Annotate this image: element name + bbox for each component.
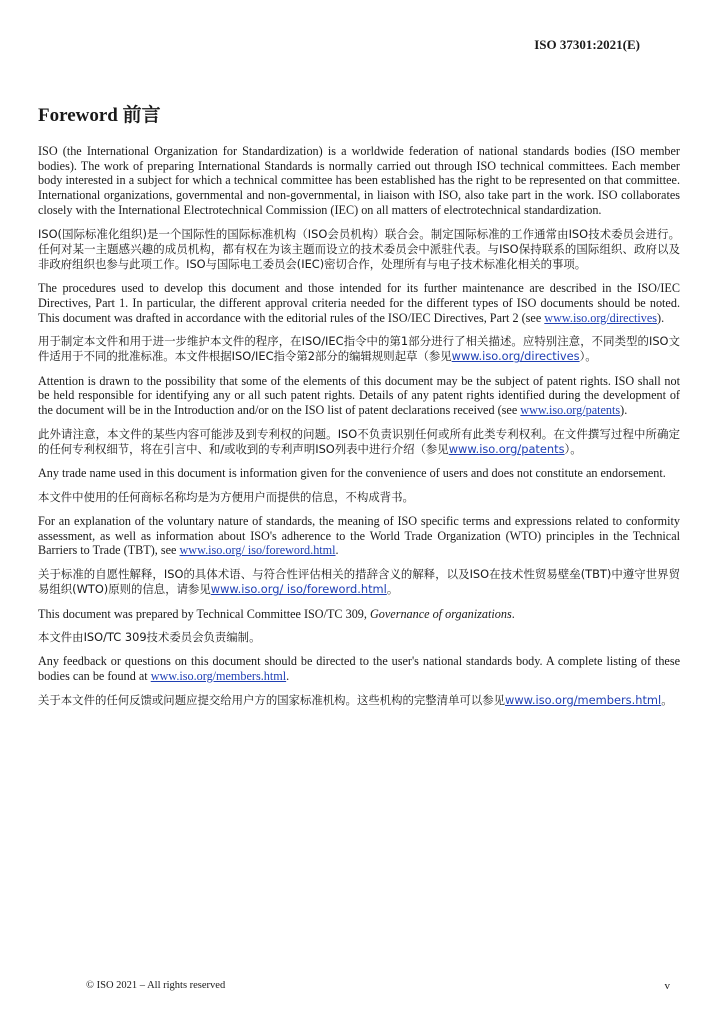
- committee-title: Governance of organizations: [369, 606, 512, 621]
- paragraph-patents-en: [38, 374, 680, 418]
- directives-link[interactable]: www.iso.org/directives: [451, 349, 580, 364]
- foreword-link[interactable]: www.iso.org/ iso/foreword.html: [210, 582, 387, 597]
- paragraph-text-end: .: [286, 669, 290, 684]
- paragraph-text-end: ）。: [579, 349, 597, 364]
- patents-link[interactable]: www.iso.org/patents: [520, 403, 621, 418]
- paragraph-patents-zh: [38, 427, 680, 457]
- paragraph-procedures-en: [38, 281, 680, 325]
- members-link[interactable]: www.iso.org/members.html: [150, 669, 287, 684]
- paragraph-text: Any feedback or questions on this document should be directed to the user's national standards body. A complete listing of these bodies can be found at: [38, 654, 680, 684]
- paragraph-voluntary-en: [38, 514, 680, 558]
- paragraph-voluntary-zh: [38, 567, 680, 597]
- foreword-link[interactable]: www.iso.org/ iso/foreword.html: [179, 543, 336, 558]
- paragraph-text-end: .: [511, 606, 515, 621]
- paragraph-text-end: ).: [657, 310, 665, 325]
- paragraph-iso-intro-en: ISO (the International Organization for Standardization) is a worldwide federation of national standards bodies (ISO member bodies). The work of preparing International Standards is normally carried out through ISO technical committees. Each member body interested in a subject for which a technical committee has been established has the right to be represented on that committee. International organizations, governmental and non-governmental, in liaison with ISO, also take part in the work. ISO collaborates closely with the International Electrotechnical Commission (IEC) on all matters of electrotechnical standardization.: [38, 144, 680, 217]
- paragraph-text: 此外请注意，本文件的某些内容可能涉及到专利权的问题。ISO不负责识别任何或所有此类专利权利。在文件撰写过程中所确定的任何专利权细节，将在引言中、和/或收到的专利声明ISO列表中进行介绍（参见: [38, 426, 680, 456]
- paragraph-committee-en: [38, 607, 680, 622]
- foreword-body: [38, 144, 680, 708]
- standard-code: ISO 37301:2021(E): [534, 37, 640, 52]
- paragraph-text: 用于制定本文件和用于进一步维护本文件的程序，在ISO/IEC指令中的第1部分进行了相关描述。应特别注意，不同类型的ISO文件适用于不同的批准标准。本文件根据ISO/IEC指令第2部分的编辑规则起草（参见: [38, 334, 680, 364]
- paragraph-text-end: .: [335, 543, 339, 558]
- paragraph-committee-zh: 本文件由ISO/TC 309技术委员会负责编制。: [38, 630, 261, 645]
- directives-link[interactable]: www.iso.org/directives: [544, 310, 658, 325]
- page-number: v: [664, 980, 670, 992]
- copyright-notice: © ISO 2021 – All rights reserved: [86, 980, 226, 991]
- members-link[interactable]: www.iso.org/members.html: [505, 692, 662, 707]
- paragraph-iso-intro-zh: ISO(国际标准化组织)是一个国际性的国际标准机构（ISO会员机构）联合会。制定国际标准的工作通常由ISO技术委员会进行。任何对某一主题感兴趣的成员机构，都有权在为该主题而设立的技术委员会中派驻代表。与ISO保持联系的国际组织、政府以及非政府组织也参与此项工作。ISO与国际电工委员会(IEC)密切合作，处理所有与电子技术标准化相关的事项。: [38, 226, 680, 271]
- paragraph-text: 关于本文件的任何反馈或问题应提交给用户方的国家标准机构。这些机构的完整清单可以参见: [38, 692, 506, 707]
- paragraph-text: The procedures used to develop this document and those intended for its further maintenance are described in the ISO/IEC Directives, Part 1. In particular, the different approval criteria needed for the different types of ISO documents should be noted. This document was drafted in accordance with the editorial rules of the ISO/IEC Directives, Part 2 (see: [38, 281, 680, 325]
- paragraph-feedback-en: [38, 654, 680, 683]
- paragraph-procedures-zh: [38, 334, 680, 364]
- paragraph-feedback-zh: [38, 693, 680, 708]
- paragraph-text-end: ）。: [564, 441, 582, 456]
- paragraph-text-end: ).: [620, 403, 628, 418]
- paragraph-text: This document was prepared by Technical Committee ISO/TC 309,: [38, 606, 370, 621]
- paragraph-text: For an explanation of the voluntary nature of standards, the meaning of ISO specific terms and expressions related to conformity assessment, as well as information about ISO's adherence to the World Trade Organization (WTO) principles in the Technical Barriers to Trade (TBT), see: [38, 514, 680, 558]
- paragraph-text: Attention is drawn to the possibility that some of the elements of this document may be the subject of patent rights. ISO shall not be held responsible for identifying any or all such patent rights. Details of any patent rights identified during the development of the document will be in the Introduction and/or on the ISO list of patent declarations received (see: [38, 373, 680, 418]
- page-title: Foreword 前言: [38, 105, 161, 126]
- paragraph-text-end: 。: [386, 582, 399, 597]
- paragraph-text-end: 。: [661, 692, 673, 707]
- paragraph-text: 关于标准的自愿性解释，ISO的具体术语、与符合性评估相关的措辞含义的解释，以及ISO在技术性贸易壁垒(TBT)中遵守世界贸易组织(WTO)原则的信息，请参见: [38, 567, 680, 597]
- paragraph-trade-name-zh: 本文件中使用的任何商标名称均是为方便用户而提供的信息，不构成背书。: [38, 489, 414, 504]
- paragraph-trade-name-en: Any trade name used in this document is information given for the convenience of users and does not constitute an endorsement.: [38, 466, 666, 481]
- patents-link[interactable]: www.iso.org/patents: [448, 441, 565, 456]
